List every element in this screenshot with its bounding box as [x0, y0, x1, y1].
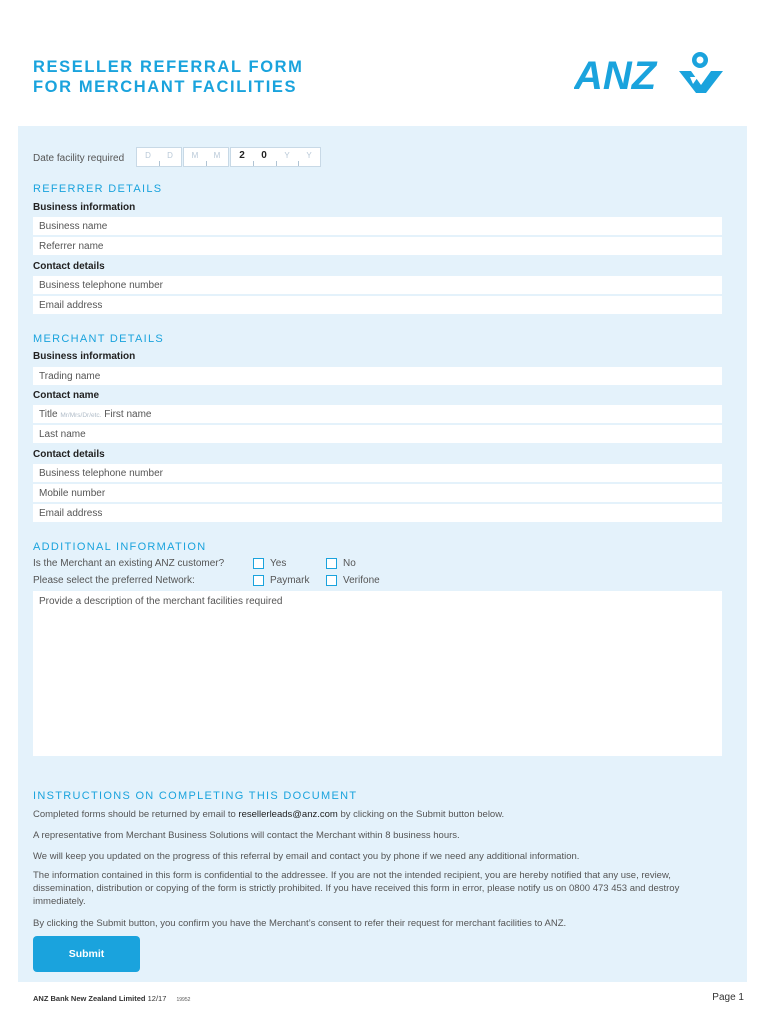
referrer-phone-label: Business telephone number	[39, 280, 163, 291]
instructions-paragraph-4: The information contained in this form is confidential to the addressee. If you are not the intended recipient, you are hereby notified that any use, review, dissemination, distribution or copying of the form is strictly prohibited. If you have received this form in error, please notify us on 0800 473 453 and destroy immediately.	[33, 870, 680, 907]
merchant-title-first-name-field[interactable]	[33, 405, 722, 423]
date-month-digit-1: M	[191, 151, 199, 160]
instructions-paragraph-5: By clicking the Submit button, you confirm you have the Merchant’s consent to refer their request for merchant facilities to ANZ.	[33, 918, 567, 929]
merchant-title-text: Title	[39, 409, 58, 420]
submit-button[interactable]: Submit	[33, 936, 140, 972]
instructions-heading: INSTRUCTIONS ON COMPLETING THIS DOCUMENT	[33, 790, 358, 802]
existing-customer-yes-checkbox[interactable]	[253, 558, 264, 569]
facilities-description-placeholder: Provide a description of the merchant facilities required	[39, 596, 283, 607]
merchant-details-heading: MERCHANT DETAILS	[33, 333, 165, 345]
referrer-email-field[interactable]	[33, 296, 722, 314]
instructions-paragraph-3: We will keep you updated on the progress of this referral by email and contact you by phone if we need any additional information.	[33, 851, 580, 862]
referrer-business-name-label: Business name	[39, 221, 108, 232]
reseller-email-link[interactable]: resellerleads@anz.com	[238, 809, 338, 820]
referrer-name-field[interactable]	[33, 237, 722, 255]
instructions-p1-before: Completed forms should be returned by email to	[33, 809, 239, 820]
instructions-paragraph-2: A representative from Merchant Business Solutions will contact the Merchant within 8 business hours.	[33, 830, 460, 841]
referrer-business-info-label: Business information	[33, 202, 136, 213]
facilities-description-textarea[interactable]	[33, 591, 722, 756]
referrer-details-heading: REFERRER DETAILS	[33, 183, 163, 195]
footer-code: 19952	[176, 997, 191, 1003]
merchant-phone-label: Business telephone number	[39, 468, 163, 479]
form-title-line-1: RESELLER REFERRAL FORM	[33, 58, 304, 76]
date-year-digit-2: 0	[261, 150, 267, 161]
network-verifone-checkbox[interactable]	[326, 575, 337, 586]
network-paymark-checkbox[interactable]	[253, 575, 264, 586]
referrer-phone-field[interactable]	[33, 276, 722, 294]
footer-company	[33, 994, 190, 1003]
instructions-paragraph-1	[33, 808, 693, 821]
network-verifone-label: Verifone	[343, 575, 380, 586]
network-paymark-label: Paymark	[270, 575, 310, 586]
merchant-business-info-label: Business information	[33, 351, 136, 362]
merchant-mobile-label: Mobile number	[39, 488, 106, 499]
referrer-email-label: Email address	[39, 300, 103, 311]
date-day-input[interactable]	[136, 147, 182, 167]
date-year-input[interactable]	[230, 147, 321, 167]
date-year-divider-1	[253, 161, 254, 166]
date-day-digit-1: D	[145, 151, 151, 160]
date-year-digit-1: 2	[239, 150, 245, 161]
anz-logo	[574, 49, 724, 95]
form-title	[33, 57, 304, 97]
merchant-email-field[interactable]	[33, 504, 722, 522]
merchant-last-name-label: Last name	[39, 429, 86, 440]
merchant-title-hint: Mr/Mrs/Dr/etc.	[60, 412, 102, 419]
merchant-contact-name-label: Contact name	[33, 390, 100, 401]
referrer-business-name-field[interactable]	[33, 217, 722, 235]
date-facility-label: Date facility required	[33, 153, 125, 164]
additional-info-heading: ADDITIONAL INFORMATION	[33, 541, 207, 553]
instructions-p1-after: by clicking on the Submit button below.	[337, 809, 505, 820]
merchant-mobile-field[interactable]	[33, 484, 722, 502]
merchant-email-label: Email address	[39, 508, 103, 519]
page-number: Page 1	[712, 992, 744, 1003]
existing-customer-yes-label: Yes	[270, 558, 287, 569]
footer-date: 12/17	[147, 994, 167, 1003]
referrer-name-label: Referrer name	[39, 241, 104, 252]
existing-customer-no-checkbox[interactable]	[326, 558, 337, 569]
existing-customer-question: Is the Merchant an existing ANZ customer?	[33, 558, 225, 569]
date-month-divider	[206, 161, 207, 166]
anz-people-icon	[679, 52, 723, 93]
date-month-digit-2: M	[213, 151, 221, 160]
network-question: Please select the preferred Network:	[33, 575, 195, 586]
date-year-digit-3: Y	[284, 151, 290, 160]
date-year-digit-4: Y	[306, 151, 312, 160]
merchant-contact-details-label: Contact details	[33, 449, 105, 460]
form-title-line-2: FOR MERCHANT FACILITIES	[33, 78, 298, 96]
merchant-phone-field[interactable]	[33, 464, 722, 482]
existing-customer-no-label: No	[343, 558, 356, 569]
date-year-divider-2	[276, 161, 277, 166]
date-day-digit-2: D	[167, 151, 173, 160]
date-year-divider-3	[298, 161, 299, 166]
footer-company-name: ANZ Bank New Zealand Limited	[33, 994, 146, 1003]
anz-logo-wordmark: ANZ	[574, 54, 657, 95]
date-month-input[interactable]	[183, 147, 229, 167]
merchant-first-name-text: First name	[104, 409, 152, 420]
date-day-divider	[159, 161, 160, 166]
referrer-contact-details-label: Contact details	[33, 261, 105, 272]
merchant-title-label	[39, 409, 152, 420]
merchant-last-name-field[interactable]	[33, 425, 722, 443]
merchant-trading-name-field[interactable]	[33, 367, 722, 385]
merchant-trading-name-label: Trading name	[39, 371, 101, 382]
